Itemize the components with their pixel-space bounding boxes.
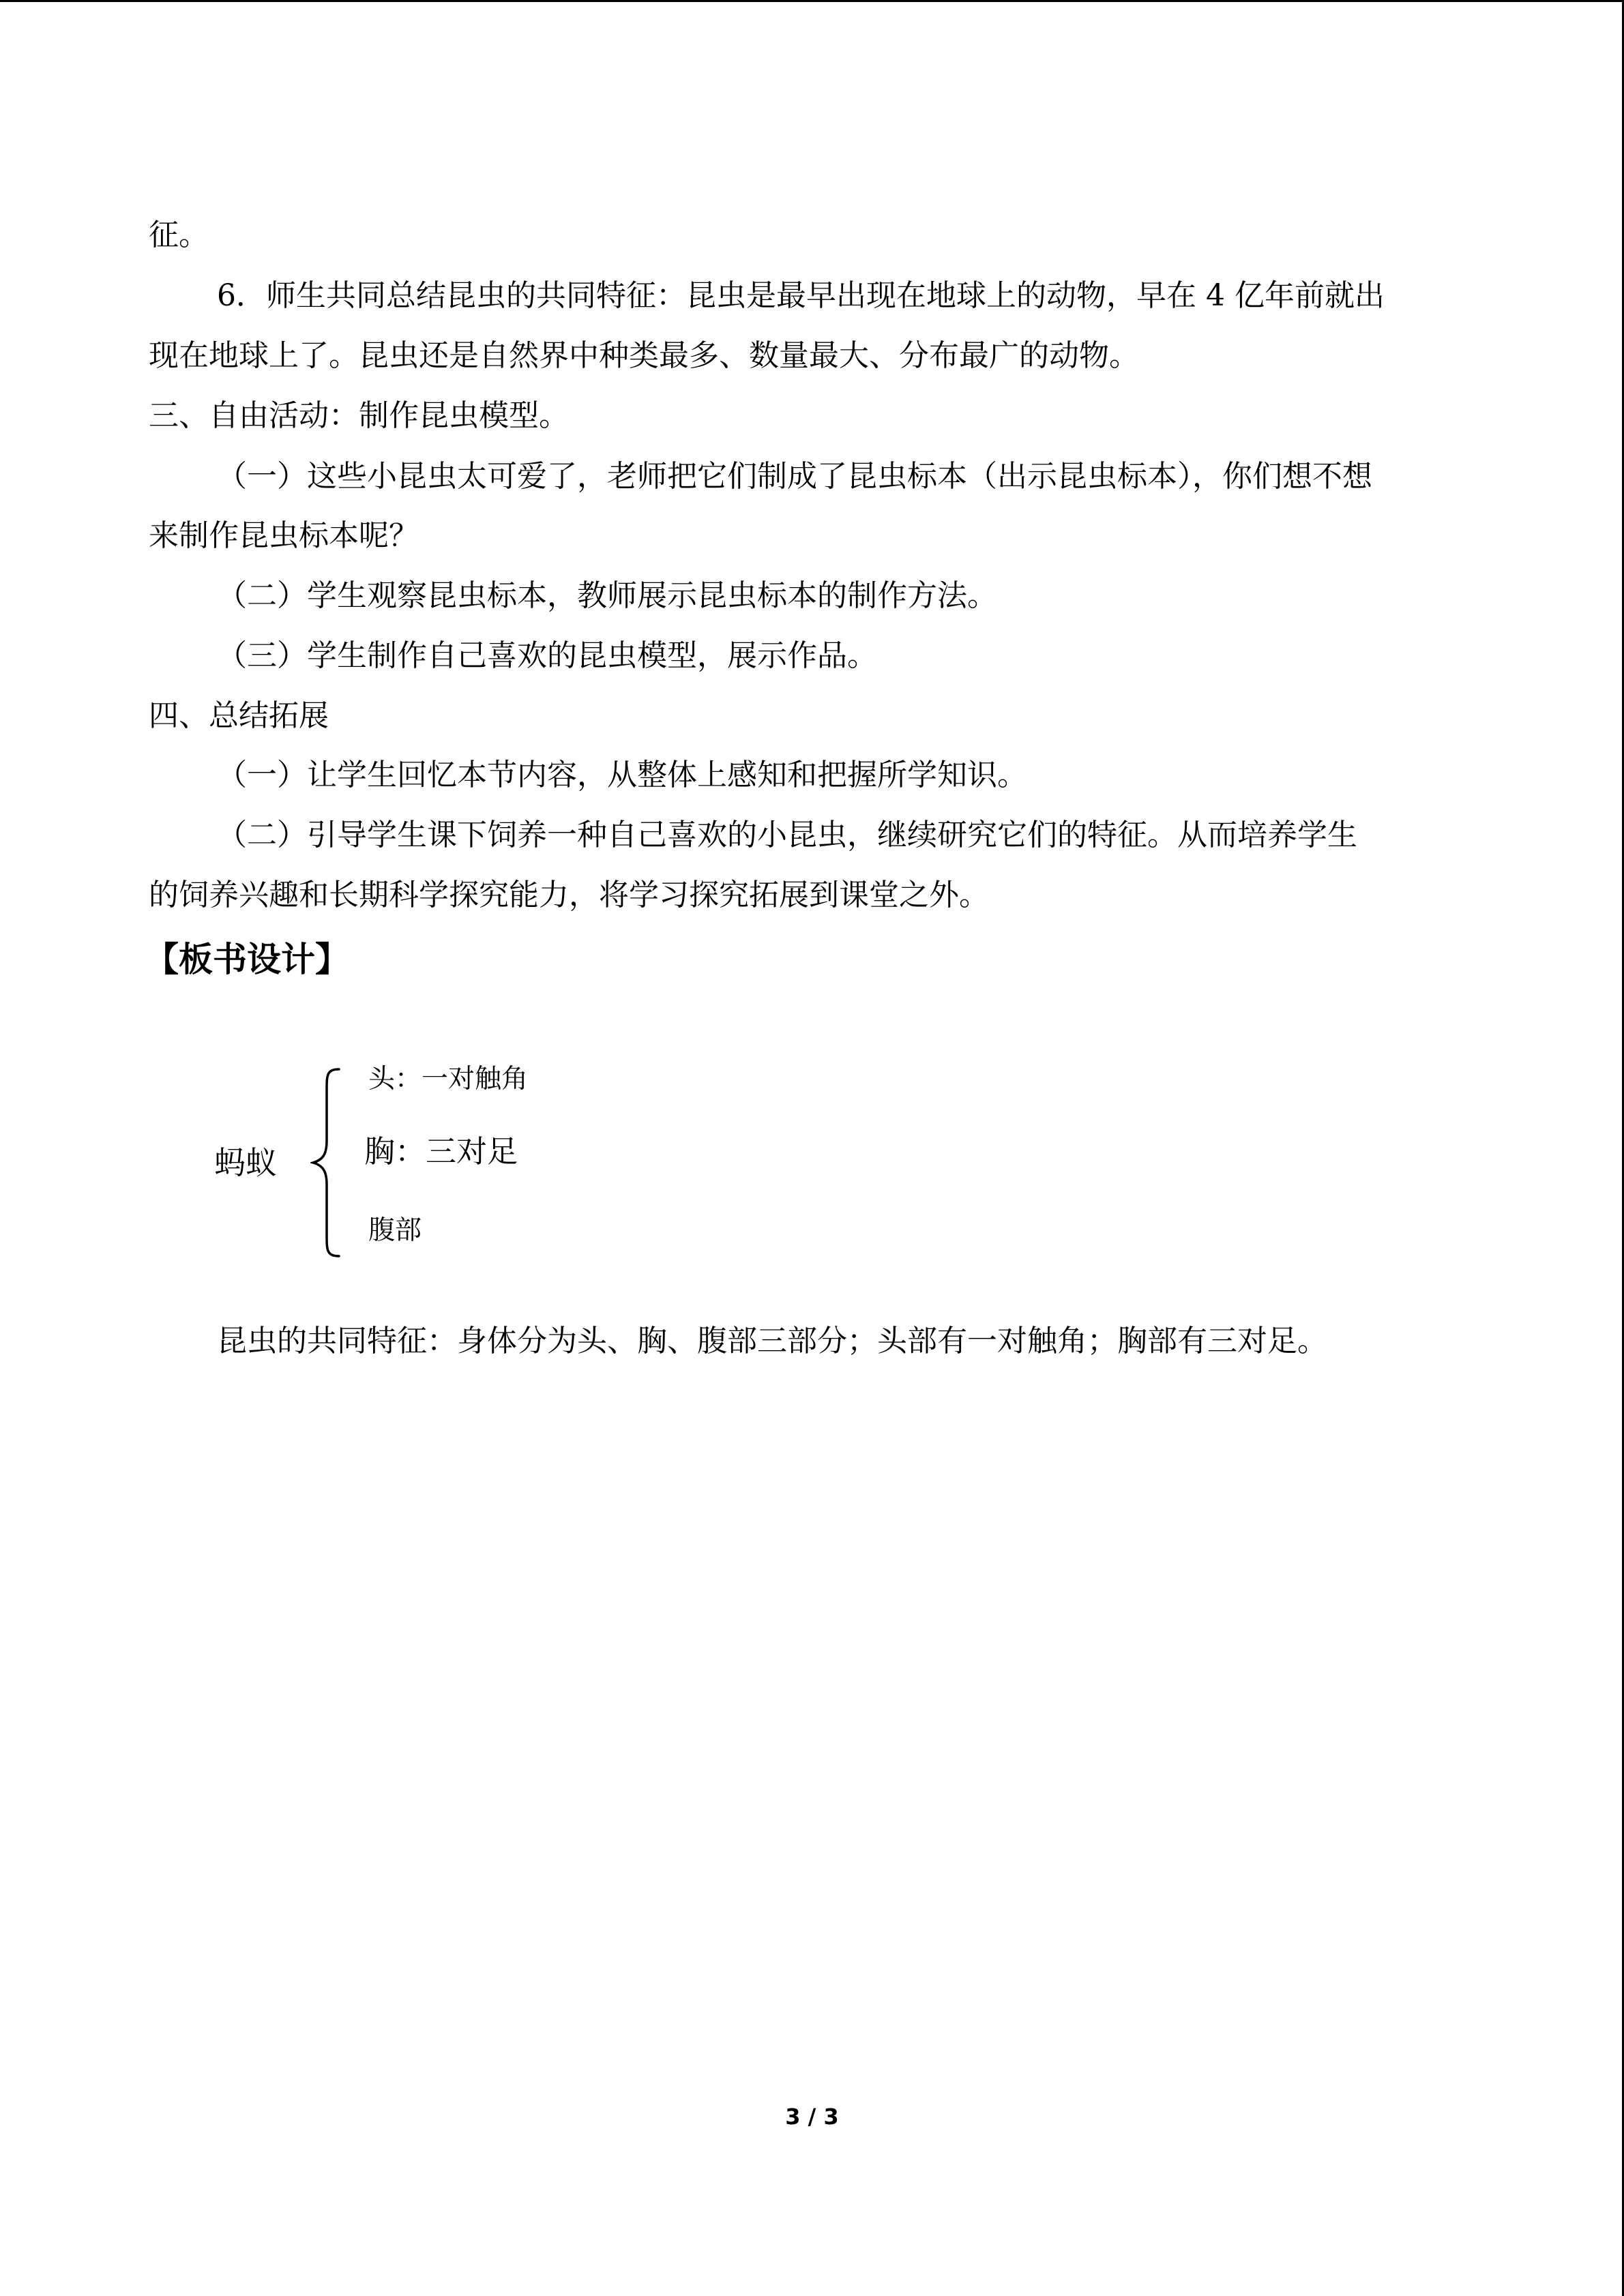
board-summary: 昆虫的共同特征：身体分为头、胸、腹部三部分；头部有一对触角；胸部有三对足。	[217, 1324, 1327, 1358]
section-4-item-2-line-2: 的饲养兴趣和长期科学探究能力，将学习探究拓展到课堂之外。	[149, 878, 989, 912]
section-3-item-1-line-1: （一）这些小昆虫太可爱了，老师把它们制成了昆虫标本（出示昆虫标本），你们想不想	[217, 459, 1372, 494]
section-4-title: 四、总结拓展	[149, 698, 329, 733]
board-design-heading: 【板书设计】	[145, 940, 349, 979]
section-3-item-1-line-2: 来制作昆虫标本呢？	[149, 518, 419, 553]
paragraph-continuation: 征。	[149, 218, 209, 252]
diagram-subject-label: 蚂蚁	[214, 1144, 277, 1181]
paragraph-6-line-2: 现在地球上了。昆虫还是自然界中种类最多、数量最大、分布最广的动物。	[149, 338, 1139, 373]
section-3-title: 三、自由活动：制作昆虫模型。	[149, 398, 569, 433]
top-border-rule	[0, 0, 1624, 2]
curly-brace-icon	[310, 1067, 351, 1258]
diagram-head-label: 头：一对触角	[368, 1064, 529, 1094]
section-3-item-2: （二）学生观察昆虫标本，教师展示昆虫标本的制作方法。	[217, 578, 997, 613]
page-number: 3 / 3	[785, 2104, 839, 2130]
paragraph-6-line-1: 6．师生共同总结昆虫的共同特征：昆虫是最早出现在地球上的动物，早在 4 亿年前就出	[217, 278, 1385, 313]
section-4-item-2-line-1: （二）引导学生课下饲养一种自己喜欢的小昆虫，继续研究它们的特征。从而培养学生	[217, 818, 1357, 852]
section-3-item-3: （三）学生制作自己喜欢的昆虫模型，展示作品。	[217, 638, 877, 673]
diagram-abdomen-label: 腹部	[368, 1215, 422, 1246]
diagram-thorax-label: 胸：三对足	[364, 1133, 518, 1169]
section-4-item-1: （一）让学生回忆本节内容，从整体上感知和把握所学知识。	[217, 758, 1027, 792]
